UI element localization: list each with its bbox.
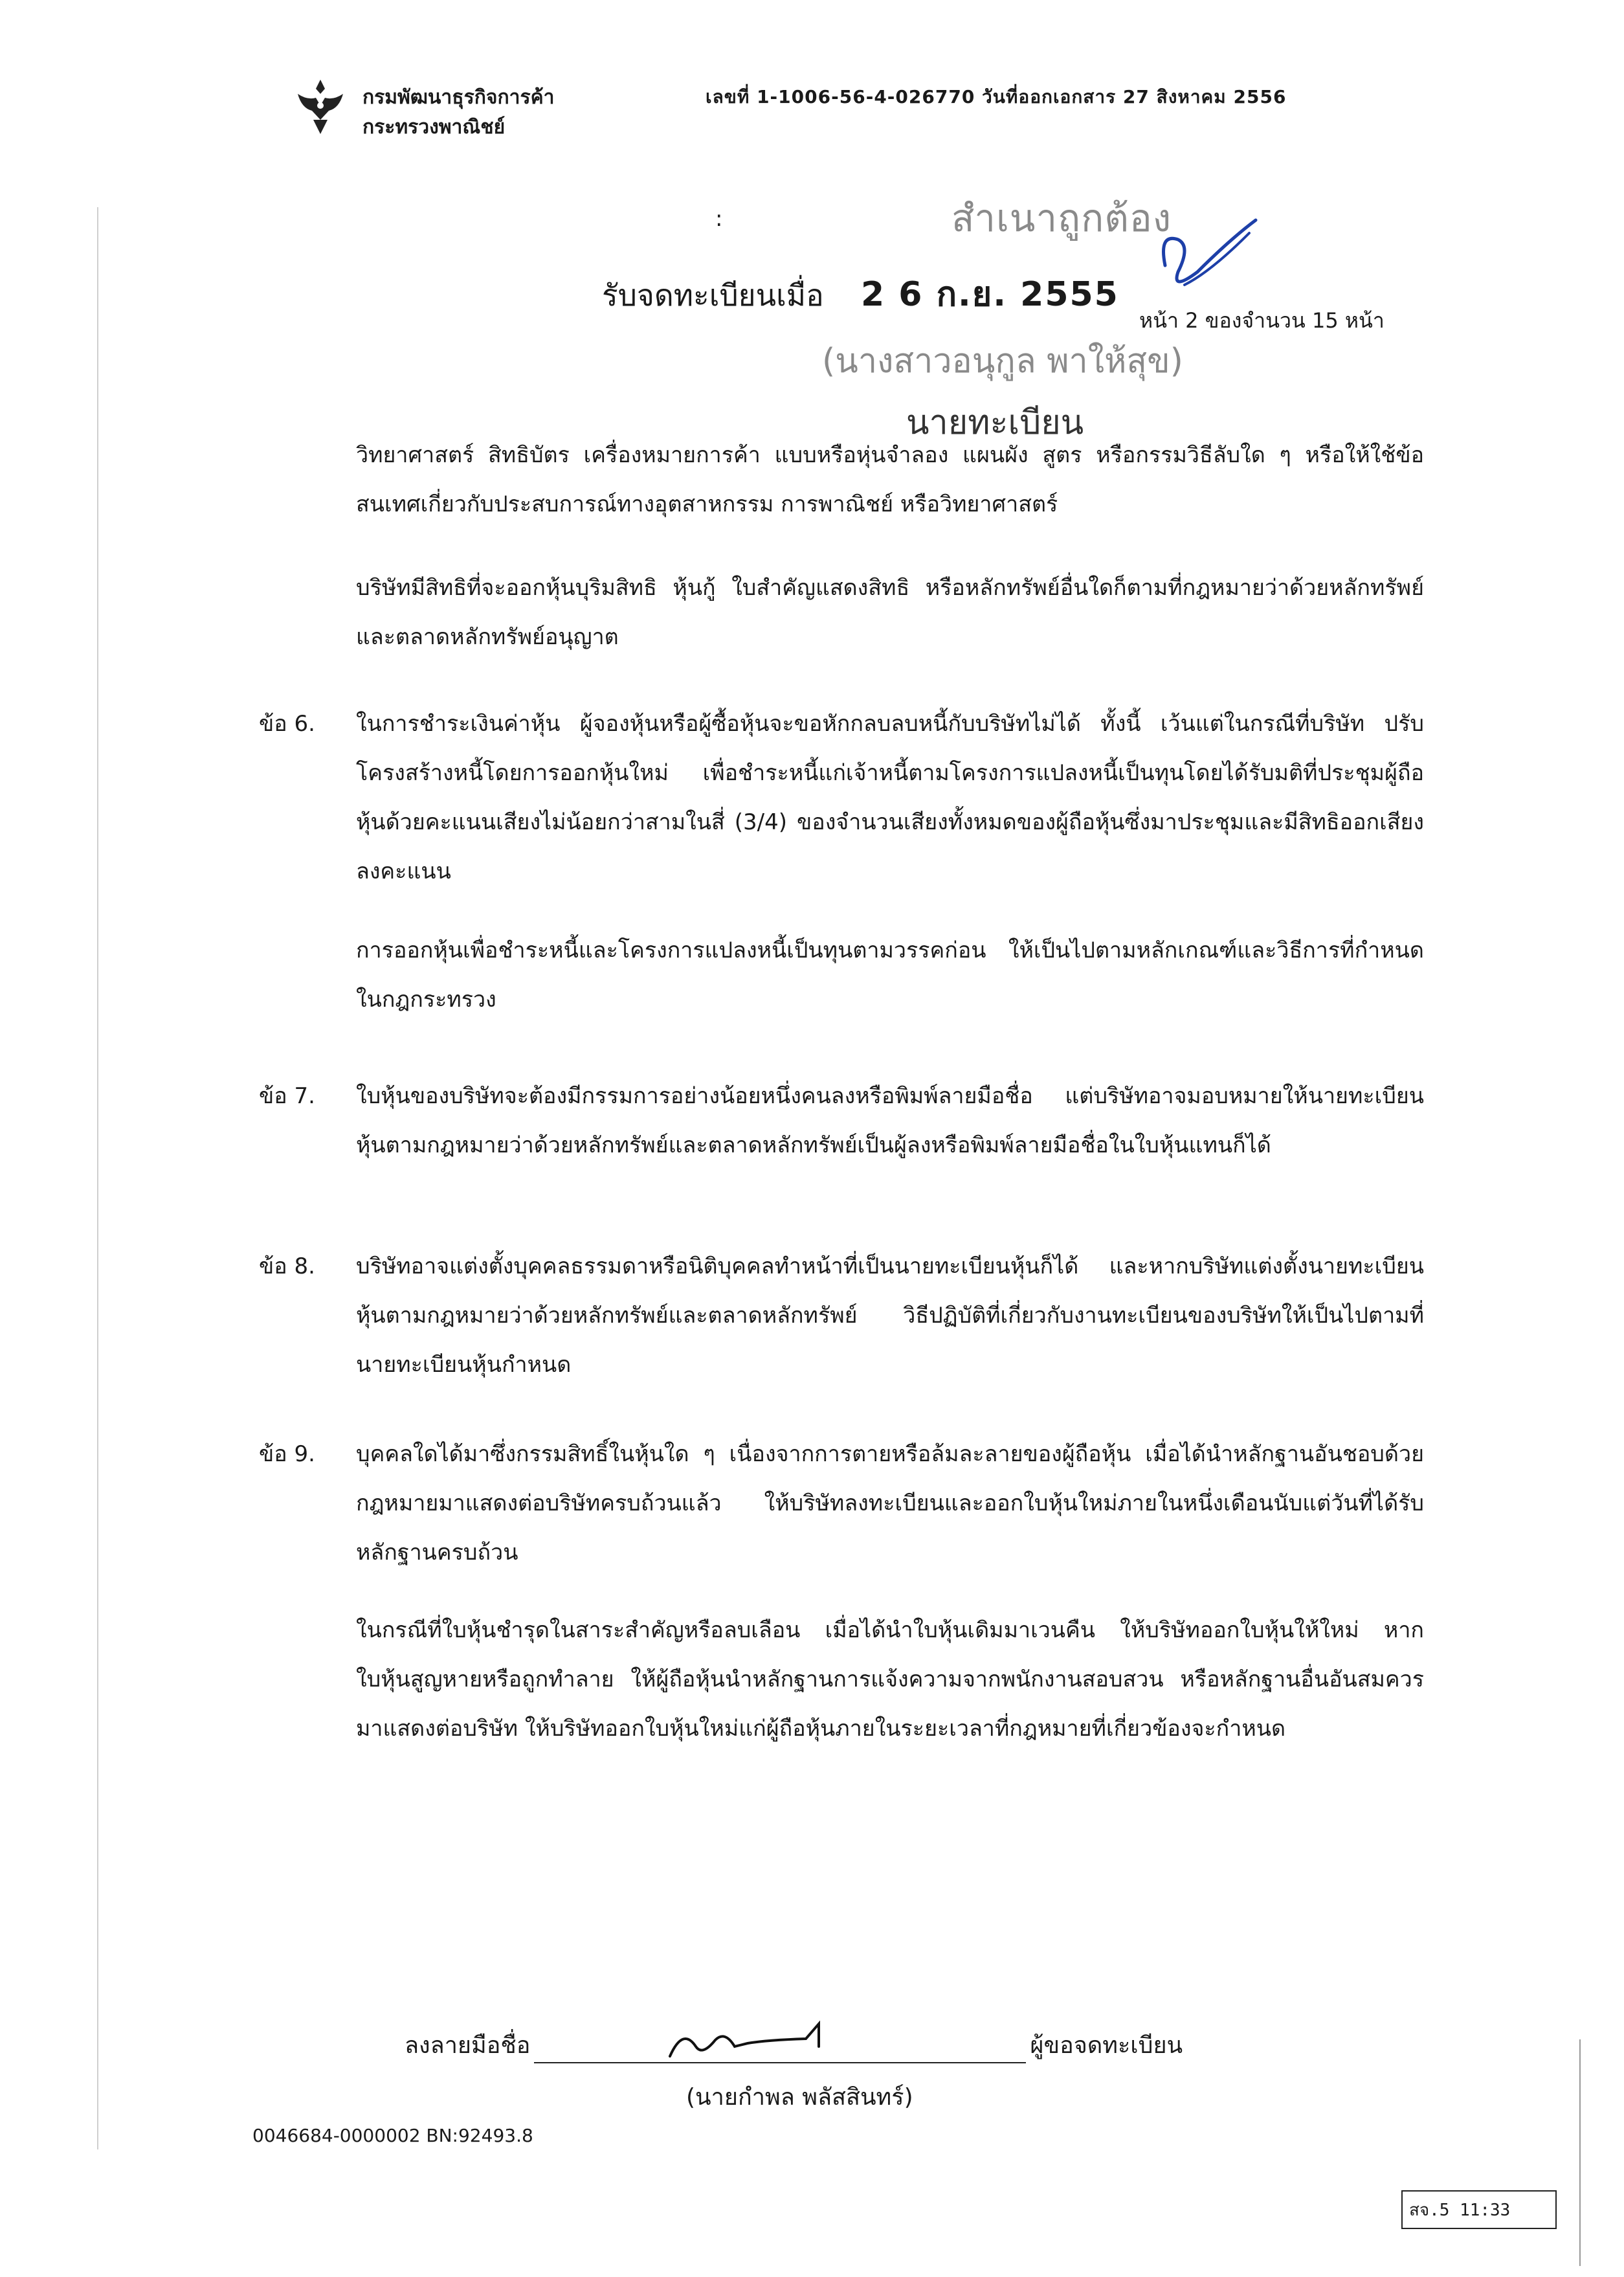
scan-margin-line bbox=[97, 207, 98, 2149]
clause-8-label: ข้อ 8. bbox=[259, 1253, 315, 1279]
clause-6-label: ข้อ 6. bbox=[259, 711, 315, 737]
garuda-emblem-icon bbox=[291, 74, 350, 139]
signature-row bbox=[405, 2026, 1183, 2063]
reference-code: 0046684-0000002 BN:92493.8 bbox=[252, 2125, 533, 2146]
paragraph-securities: บริษัทมีสิทธิที่จะออกหุ้นบุริมสิทธิ หุ้นกู้ ใบสำคัญแสดงสิทธิ หรือหลักทรัพย์อื่นใดก็ตามที่กฎหมายว่าด้วยหลักทรัพย์และตลาดหลักทรัพย์อนุญาต bbox=[356, 575, 1424, 650]
registered-date: 2 6 ก.ย. 2555 bbox=[861, 275, 1119, 314]
clause-7-text: ใบหุ้นของบริษัทจะต้องมีกรรมการอย่างน้อยหนึ่งคนลงหรือพิมพ์ลายมือชื่อ แต่บริษัทอาจมอบหมายให้นายทะเบียนหุ้นตามกฎหมายว่าด้วยหลักทรัพย์และตลาดหลักทรัพย์เป็นผู้ลงหรือพิมพ์ลายมือชื่อในใบหุ้นแทนก็ได้ bbox=[356, 1083, 1424, 1158]
page-info: หน้า 2 ของจำนวน 15 หน้า bbox=[1139, 308, 1385, 333]
handwritten-signature bbox=[663, 2021, 858, 2066]
registrar-title: นายทะเบียน bbox=[906, 403, 1084, 442]
clause-9-text: บุคคลใดได้มาซึ่งกรรมสิทธิ์ในหุ้นใด ๆ เนื่องจากการตายหรือล้มละลายของผู้ถือหุ้น เมื่อได้นำหลักฐานอันชอบด้วยกฎหมายมาแสดงต่อบริษัทครบถ้วนแล้ว ให้บริษัทลงทะเบียนและออกใบหุ้นใหม่ภายในหนึ่งเดือนนับแต่วันที่ได้รับหลักฐานครบถ้วน bbox=[356, 1441, 1424, 1565]
clause-7-label: ข้อ 7. bbox=[259, 1083, 315, 1109]
certified-copy-stamp: สำเนาถูกต้อง bbox=[951, 196, 1172, 240]
sign-label: ลงลายมือชื่อ bbox=[405, 2032, 531, 2059]
clause-6-text: ในการชำระเงินค่าหุ้น ผู้จองหุ้นหรือผู้ซื้อหุ้นจะขอหักกลบลบหนี้กับบริษัทไม่ได้ ทั้งนี้ เว้นแต่ในกรณีที่บริษัท ปรับโครงสร้างหนี้โดยการออกหุ้นใหม่ เพื่อชำระหนี้แก่เจ้าหนี้ตามโครงการแปลงหนี้เป็นทุนโดยได้รับมติที่ประชุมผู้ถือหุ้นด้วยคะแนนเสียงไม่น้อยกว่าสามในสี่ (3/4) ของจำนวนเสียงทั้งหมดของผู้ถือหุ้นซึ่งมาประชุมและมีสิทธิออกเสียงลงคะแนน bbox=[356, 711, 1424, 884]
clause-6-paragraph-2: การออกหุ้นเพื่อชำระหนี้และโครงการแปลงหนี้เป็นทุนตามวรรคก่อน ให้เป็นไปตามหลักเกณฑ์และวิธีการที่กำหนดในกฎกระทรวง bbox=[356, 937, 1424, 1013]
sign-role: ผู้ขอจดทะเบียน bbox=[1030, 2032, 1183, 2059]
department-line-1: กรมพัฒนาธุรกิจการค้า bbox=[362, 86, 555, 109]
document-number: เลขที่ 1-1006-56-4-026770 วันที่ออกเอกสาร 27 สิงหาคม 2556 bbox=[706, 86, 1287, 107]
clause-9-paragraph-2: ในกรณีที่ใบหุ้นชำรุดในสาระสำคัญหรือลบเลือน เมื่อได้นำใบหุ้นเดิมมาเวนคืน ให้บริษัทออกใบหุ้นให้ใหม่ หากใบหุ้นสูญหายหรือถูกทำลาย ให้ผู้ถือหุ้นนำหลักฐานการแจ้งความจากพนักงานสอบสวน หรือหลักฐานอื่นอันสมควรมาแสดงต่อบริษัท ให้บริษัทออกใบหุ้นใหม่แก่ผู้ถือหุ้นภายในระยะเวลาที่กฎหมายที่เกี่ยวข้องจะกำหนด bbox=[356, 1617, 1424, 1742]
scan-margin-line-right bbox=[1579, 2039, 1581, 2266]
department-name bbox=[362, 83, 554, 142]
clause-9-label: ข้อ 9. bbox=[259, 1441, 315, 1467]
signature-line bbox=[534, 2036, 1026, 2063]
paragraph-intellectual-property: วิทยาศาสตร์ สิทธิบัตร เครื่องหมายการค้า แบบหรือหุ่นจำลอง แผนผัง สูตร หรือกรรมวิธีลับใด ๆ หรือให้ใช้ข้อสนเทศเกี่ยวกับประสบการณ์ทางอุตสาหกรรม การพาณิชย์ หรือวิทยาศาสตร์ bbox=[356, 442, 1424, 517]
time-stamp-box: สจ.5 11:33 bbox=[1401, 2190, 1557, 2229]
registrar-name: (นางสาวอนุกูล พาให้สุข) bbox=[822, 342, 1183, 381]
signer-name: (นายกำพล พลัสสินทร์) bbox=[686, 2084, 913, 2111]
clause-8-text: บริษัทอาจแต่งตั้งบุคคลธรรมดาหรือนิติบุคคลทำหน้าที่เป็นนายทะเบียนหุ้นก็ได้ และหากบริษัทแต่งตั้งนายทะเบียนหุ้นตามกฎหมายว่าด้วยหลักทรัพย์และตลาดหลักทรัพย์ วิธีปฏิบัติที่เกี่ยวกับงานทะเบียนของบริษัทให้เป็นไปตามที่นายทะเบียนหุ้นกำหนด bbox=[356, 1253, 1424, 1378]
department-line-2: กระทรวงพาณิชย์ bbox=[362, 116, 506, 139]
colon-mark: : bbox=[715, 206, 723, 232]
registered-label: รับจดทะเบียนเมื่อ bbox=[602, 278, 824, 313]
